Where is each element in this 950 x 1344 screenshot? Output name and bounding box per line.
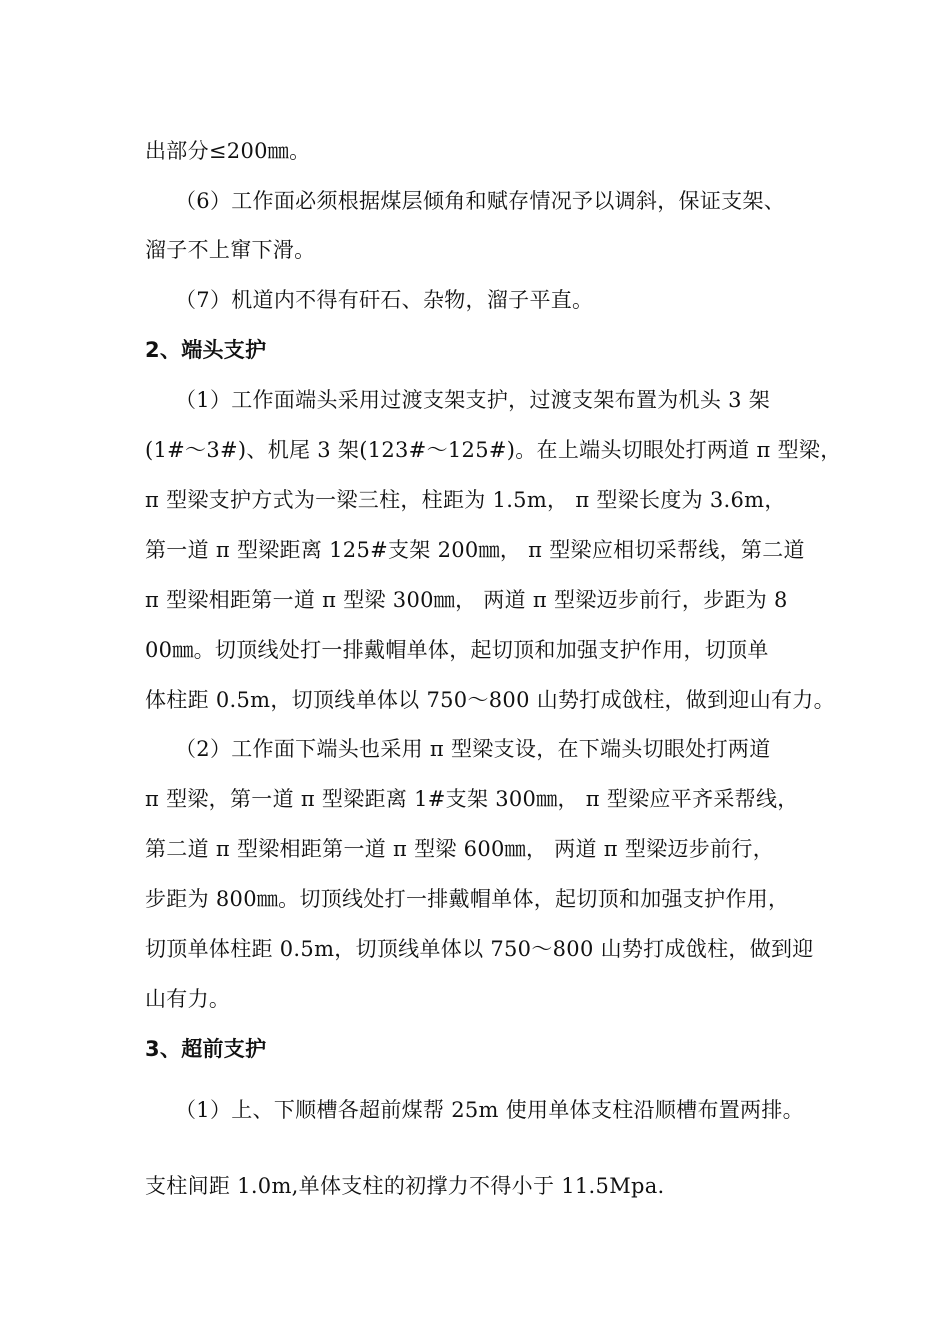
paragraph-line: 00㎜。切顶线处打一排戴帽单体，起切顶和加强支护作用，切顶单 (145, 638, 769, 662)
paragraph-line: 步距为 800㎜。切顶线处打一排戴帽单体，起切顶和加强支护作用， (145, 887, 790, 911)
paragraph-line: 支柱间距 1.0m,单体支柱的初撑力不得小于 11.5Mpa. (145, 1174, 665, 1198)
paragraph-line: π 型梁相距第一道 π 型梁 300㎜， 两道 π 型梁迈步前行，步距为 8 (145, 588, 788, 612)
paragraph-line: (1#～3#)、机尾 3 架(123#～125#)。在上端头切眼处打两道 π 型梁， (145, 438, 842, 462)
paragraph-line: π 型梁支护方式为一梁三柱，柱距为 1.5m， π 型梁长度为 3.6m， (145, 488, 786, 512)
section-heading: 3、超前支护 (145, 1037, 267, 1061)
paragraph-line: 出部分≤200㎜。 (145, 139, 311, 163)
paragraph-line: 山有力。 (145, 987, 231, 1011)
paragraph-line: 溜子不上窜下滑。 (145, 238, 316, 262)
paragraph-line: （6）工作面必须根据煤层倾角和赋存情况予以调斜，保证支架、 (175, 189, 786, 213)
paragraph-line: （7）机道内不得有矸石、杂物，溜子平直。 (175, 288, 594, 312)
paragraph-line: （1）工作面端头采用过渡支架支护，过渡支架布置为机头 3 架 (175, 388, 771, 412)
paragraph-line: 第二道 π 型梁相距第一道 π 型梁 600㎜， 两道 π 型梁迈步前行， (145, 837, 774, 861)
paragraph-line: π 型梁，第一道 π 型梁距离 1#支架 300㎜， π 型梁应平齐采帮线， (145, 787, 799, 811)
paragraph-line: 体柱距 0.5m，切顶线单体以 750～800 山势打成戗柱，做到迎山有力。 (145, 688, 835, 712)
paragraph-line: 第一道 π 型梁距离 125#支架 200㎜， π 型梁应相切采帮线，第二道 (145, 538, 805, 562)
paragraph-line: （1）上、下顺槽各超前煤帮 25m 使用单体支柱沿顺槽布置两排。 (175, 1098, 804, 1122)
paragraph-line: 切顶单体柱距 0.5m，切顶线单体以 750～800 山势打成戗柱，做到迎 (145, 937, 814, 961)
paragraph-line: （2）工作面下端头也采用 π 型梁支设，在下端头切眼处打两道 (175, 737, 771, 761)
section-heading: 2、端头支护 (145, 338, 267, 362)
